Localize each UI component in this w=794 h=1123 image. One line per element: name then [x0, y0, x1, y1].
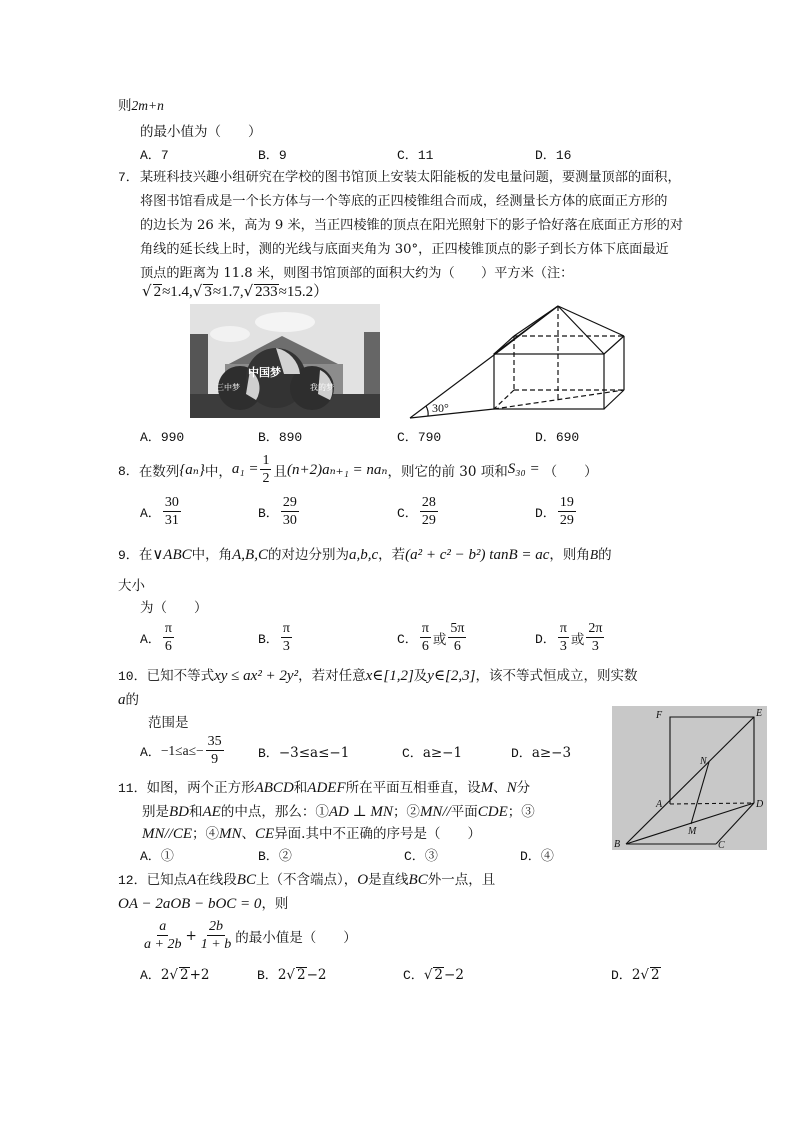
label-M: M [688, 826, 697, 837]
photo-caption-left: 三中梦 [216, 383, 240, 392]
q6-option-a[interactable]: A．7 [140, 148, 169, 163]
q10-stem: 10．已知不等式xy ≤ ax² + 2y²，若对任意x∈[1,2]及y∈[2,3]，该不等式恒成立，则实数 [118, 668, 638, 684]
q7-option-d[interactable]: D．690 [535, 430, 580, 445]
q10-option-d[interactable]: D．a≥−3 [511, 745, 572, 761]
q6-option-d[interactable]: D．16 [535, 148, 572, 163]
q8-option-a[interactable]: A． $\frac{30}{31}$ [140, 495, 179, 528]
q12-line-1: 12．已知点A在线段BC上（不含端点），O是直线BC外一点，且 [118, 872, 496, 888]
label-N: N [700, 756, 707, 767]
label-D: D [756, 799, 764, 810]
squares-figure-art [612, 706, 767, 850]
q12-line-3: $\frac{a}{a + 2b}$ + $\frac{2b}{1 + b}$ 的最小值是（ ） [144, 919, 357, 952]
q11-option-d[interactable]: D．④ [520, 849, 554, 864]
q8-option-c[interactable]: C． $\frac{28}{29}$ [397, 495, 436, 528]
q11-option-a[interactable]: A．① [140, 849, 174, 864]
q8-option-b[interactable]: B． $\frac{29}{30}$ [258, 495, 297, 528]
q7-line-2: 将图书馆看成是一个长方体与一个等底的正四棱锥组合而成，经测量长方体的底面正方形的 [140, 194, 668, 209]
label-B: B [614, 839, 621, 850]
q9-option-d[interactable]: D． $\frac{\pi}{3}$ 或 $\frac{2\pi}{3}$ [535, 621, 603, 654]
label-A: A [656, 799, 663, 810]
q6-option-b[interactable]: B．9 [258, 148, 287, 163]
squares-figure [612, 706, 767, 850]
label-C: C [718, 840, 725, 850]
q7-line-4: 角线的延长线上时，测的光线与底面夹角为 30°，正四棱锥顶点的影子到长方体下底面最近 [140, 242, 669, 257]
q8-option-d[interactable]: D． $\frac{19}{29}$ [535, 495, 574, 528]
q10-option-b[interactable]: B．−3≤a≤−1 [258, 745, 350, 761]
q9-option-a[interactable]: A． $\frac{\pi}{6}$ [140, 621, 172, 654]
q6-prefix: 则 [118, 98, 132, 114]
q10-line-2: a的 [118, 692, 139, 708]
q7-note: √ 2≈1.4,√ 3≈1.7,√ 233≈15.2） [142, 282, 329, 300]
vector-equation: OA − 2aOB − bOC = 0 [118, 896, 262, 912]
q10-option-c[interactable]: C．a≥−1 [402, 745, 463, 761]
label-E: E [756, 708, 763, 719]
angle-label: 30° [432, 401, 449, 415]
q9-line-2: 大小 [118, 578, 145, 594]
q9-line-3: 为（ ） [140, 600, 208, 616]
prism-pyramid-diagram [400, 300, 632, 422]
half-fraction: $\frac{1}{2}$ [262, 453, 270, 486]
q7-option-c[interactable]: C．790 [397, 430, 442, 445]
q6-expression: 2m+n [131, 98, 164, 113]
q12-option-c[interactable]: C．√ 2−2 [403, 967, 464, 983]
q9-option-c[interactable]: C． $\frac{\pi}{6}$ 或 $\frac{5\pi}{6}$ [397, 621, 465, 654]
q11-option-c[interactable]: C．③ [404, 849, 438, 864]
library-photo-art [190, 304, 380, 418]
q8-stem: 8． 在数列 {aₙ} 中， a₁ = $\frac{1}{2}$ 且 (n+2)aₙ₊₁ = naₙ ，则它的前 30 项和 S₃₀ = （ ） [118, 453, 598, 486]
q12-option-d[interactable]: D．2√ 2 [611, 967, 660, 983]
q7-line-3: 的边长为 26 米，高为 9 米，当正四棱锥的顶点在阳光照射下的影子恰好落在底面正方形的对 [140, 218, 684, 233]
q10-option-a[interactable]: A． −1≤a≤− $\frac{35}{9}$ [140, 734, 222, 767]
q10-line-3: 范围是 [148, 715, 189, 731]
q9-stem: 9．在∨ABC中，角A,B,C的对边分别为a,b,c，若(a² + c² − b²) tanB = ac，则角B的 [118, 547, 612, 563]
q12-option-a[interactable]: A．2√ 2+2 [140, 967, 210, 983]
q7-number: 7． [118, 170, 139, 185]
label-F: F [656, 710, 663, 721]
q6-option-c[interactable]: C．11 [397, 148, 434, 163]
library-photo [190, 304, 380, 418]
q7-line-5: 顶点的距离为 11.8 米，则图书馆顶部的面积大约为（ ）平方米（注： [140, 266, 574, 281]
q6-line1 [118, 94, 164, 114]
q6-stem: 的最小值为（ ） [140, 124, 262, 140]
q7-line-1: 某班科技兴趣小组研究在学校的图书馆顶上安装太阳能板的发电量问题，要测量顶部的面积， [140, 170, 681, 185]
q12-line-2: OA − 2aOB − bOC = 0，则 [118, 896, 289, 912]
q7-option-a[interactable]: A．990 [140, 430, 185, 445]
photo-caption-center: 中国梦 [248, 366, 281, 379]
q11-line-3: MN//CE；④MN、CE异面.其中不正确的序号是（ ） [142, 826, 481, 842]
photo-caption-right: 我的梦 [310, 383, 334, 392]
q9-option-b[interactable]: B． $\frac{\pi}{3}$ [258, 621, 290, 654]
q7-option-b[interactable]: B．890 [258, 430, 303, 445]
q11-line-1: 11．如图，两个正方形ABCD和ADEF所在平面互相垂直，设M、N分 [118, 780, 531, 796]
q11-line-2: 别是BD和AE的中点，那么：①AD ⊥ MN；②MN//平面CDE；③ [142, 804, 535, 820]
q11-option-b[interactable]: B．② [258, 849, 292, 864]
q12-option-b[interactable]: B．2√ 2−2 [257, 967, 327, 983]
